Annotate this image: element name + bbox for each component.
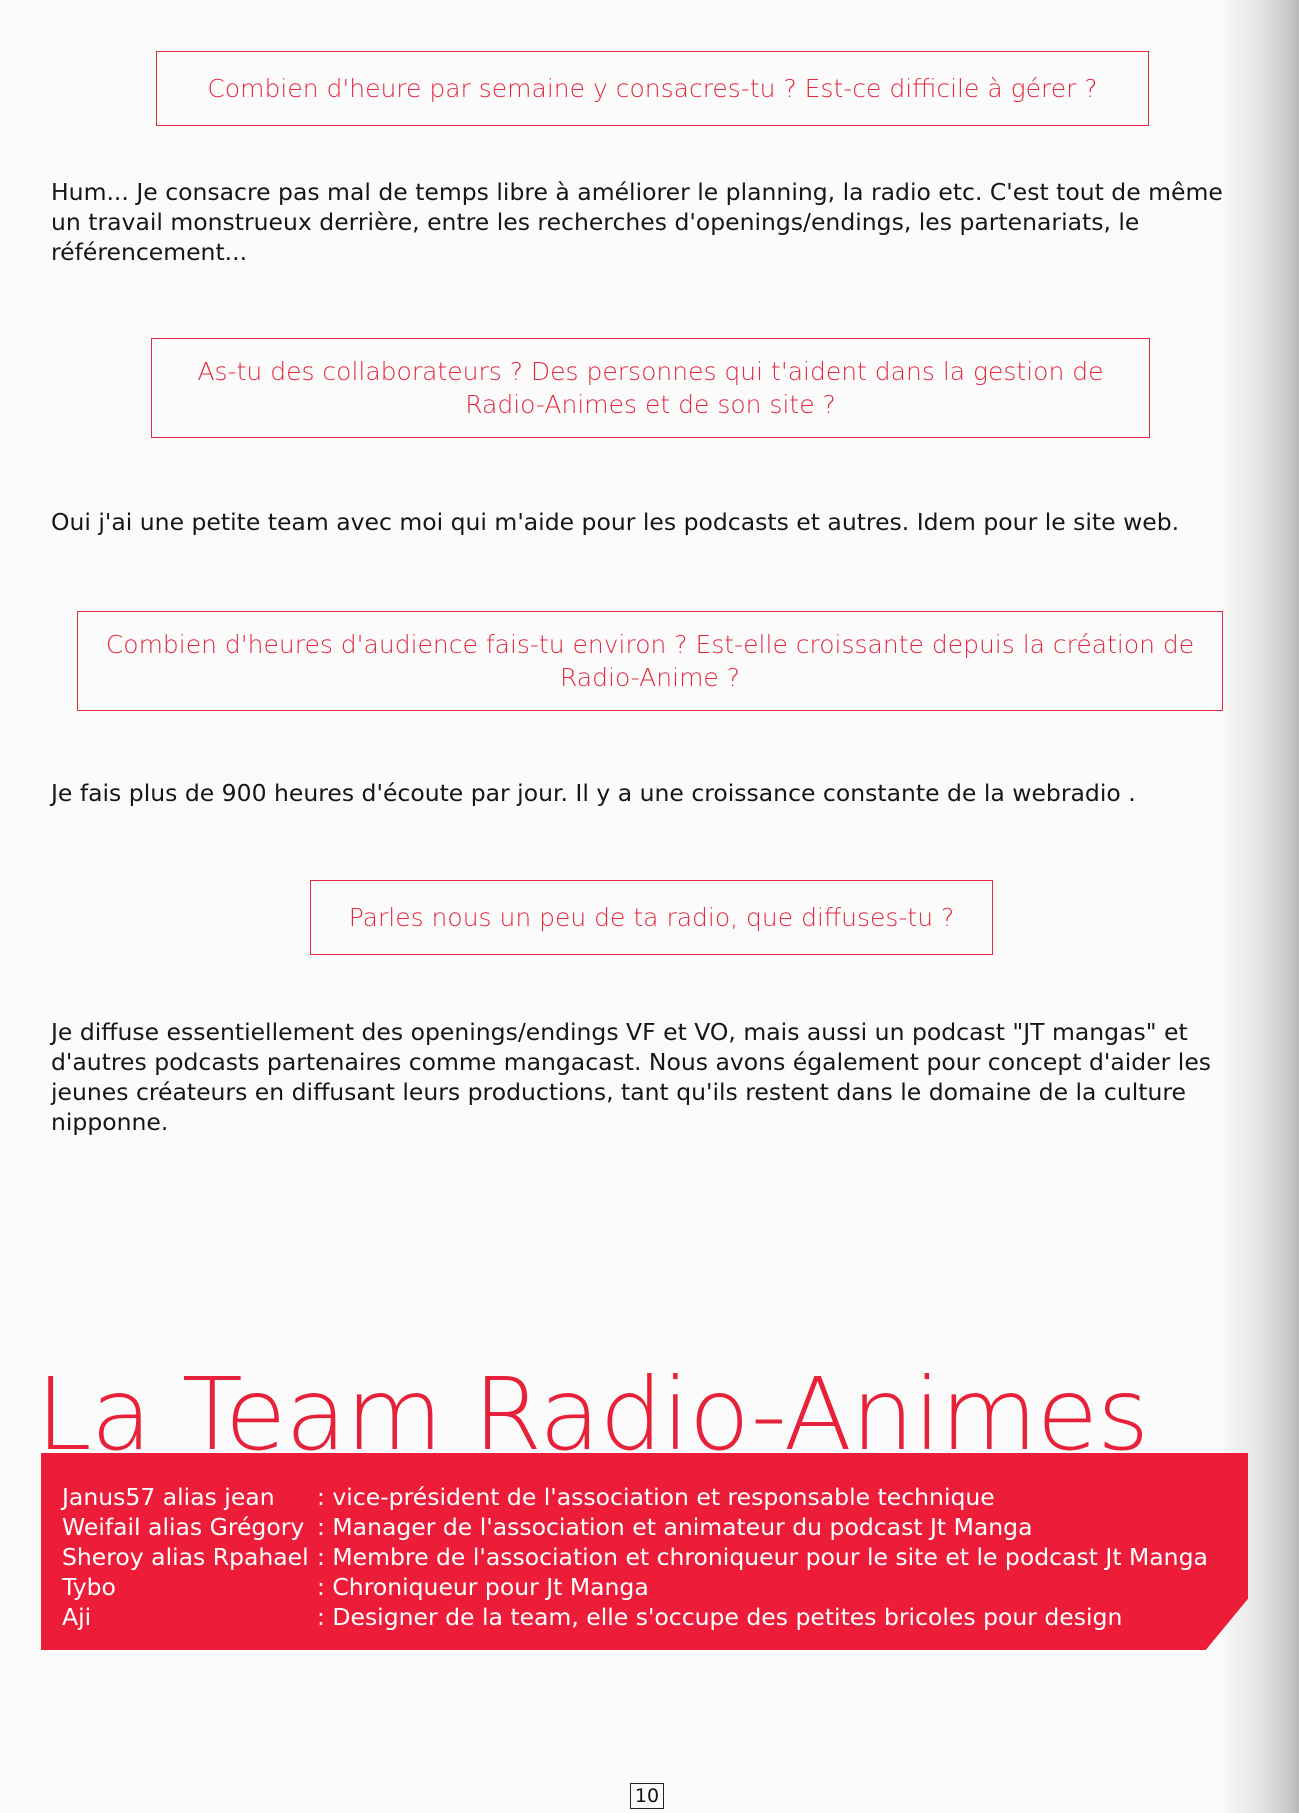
team-member-row [62,1542,1208,1572]
question-box [77,611,1223,711]
member-role: : Manager de l'association et animateur du podcast Jt Manga [317,1513,1033,1541]
team-member-row [62,1602,1122,1632]
question-text: Parles nous un peu de ta radio, que diffuses-tu ? [348,903,955,932]
team-member-row [62,1512,1033,1542]
answer-paragraph: Hum... Je consacre pas mal de temps libre à améliorer le planning, la radio etc. C'est tout de même un travail monstrueux derrière, entre les recherches d'openings/endings, les partenariats, le référencement... [51,178,1223,266]
team-member-row [62,1572,649,1602]
member-role: : vice-président de l'association et responsable technique [317,1483,995,1511]
member-name: Sheroy alias Rpahael [62,1543,309,1571]
page-number: 10 [630,1783,664,1809]
member-role: : Designer de la team, elle s'occupe des petites bricoles pour design [317,1603,1123,1631]
member-role: : Chroniqueur pour Jt Manga [317,1573,649,1601]
member-name: Tybo [62,1573,116,1601]
answer-paragraph: Je fais plus de 900 heures d'écoute par jour. Il y a une croissance constante de la webradio . [51,779,1136,807]
question-text: Combien d'heure par semaine y consacres-tu ? Est-ce difficile à gérer ? [207,74,1098,103]
question-text: Combien d'heures d'audience fais-tu environ ? Est-elle croissante depuis la création de Radio-Anime ? [105,630,1195,692]
answer-paragraph: Oui j'ai une petite team avec moi qui m'aide pour les podcasts et autres. Idem pour le site web. [51,508,1180,536]
question-box [156,51,1149,126]
team-title: La Team Radio-Animes [36,1356,1149,1473]
member-name: Janus57 alias jean [62,1483,275,1511]
member-name: Weifail alias Grégory [62,1513,305,1541]
answer-paragraph: Je diffuse essentiellement des openings/endings VF et VO, mais aussi un podcast "JT mangas" et d'autres podcasts partenaires comme mangacast. Nous avons également pour concept d'aider les jeunes créateurs en diffusant leurs productions, tant qu'ils restent dans le domaine de la culture nipponne. [51,1018,1212,1136]
member-name: Aji [62,1603,92,1631]
question-box [151,338,1150,438]
team-member-row [62,1482,995,1512]
question-text: As-tu des collaborateurs ? Des personnes qui t'aident dans la gestion de Radio-Animes et de son site ? [197,357,1104,419]
member-role: : Membre de l'association et chroniqueur pour le site et le podcast Jt Manga [317,1543,1208,1571]
question-box [310,880,993,955]
